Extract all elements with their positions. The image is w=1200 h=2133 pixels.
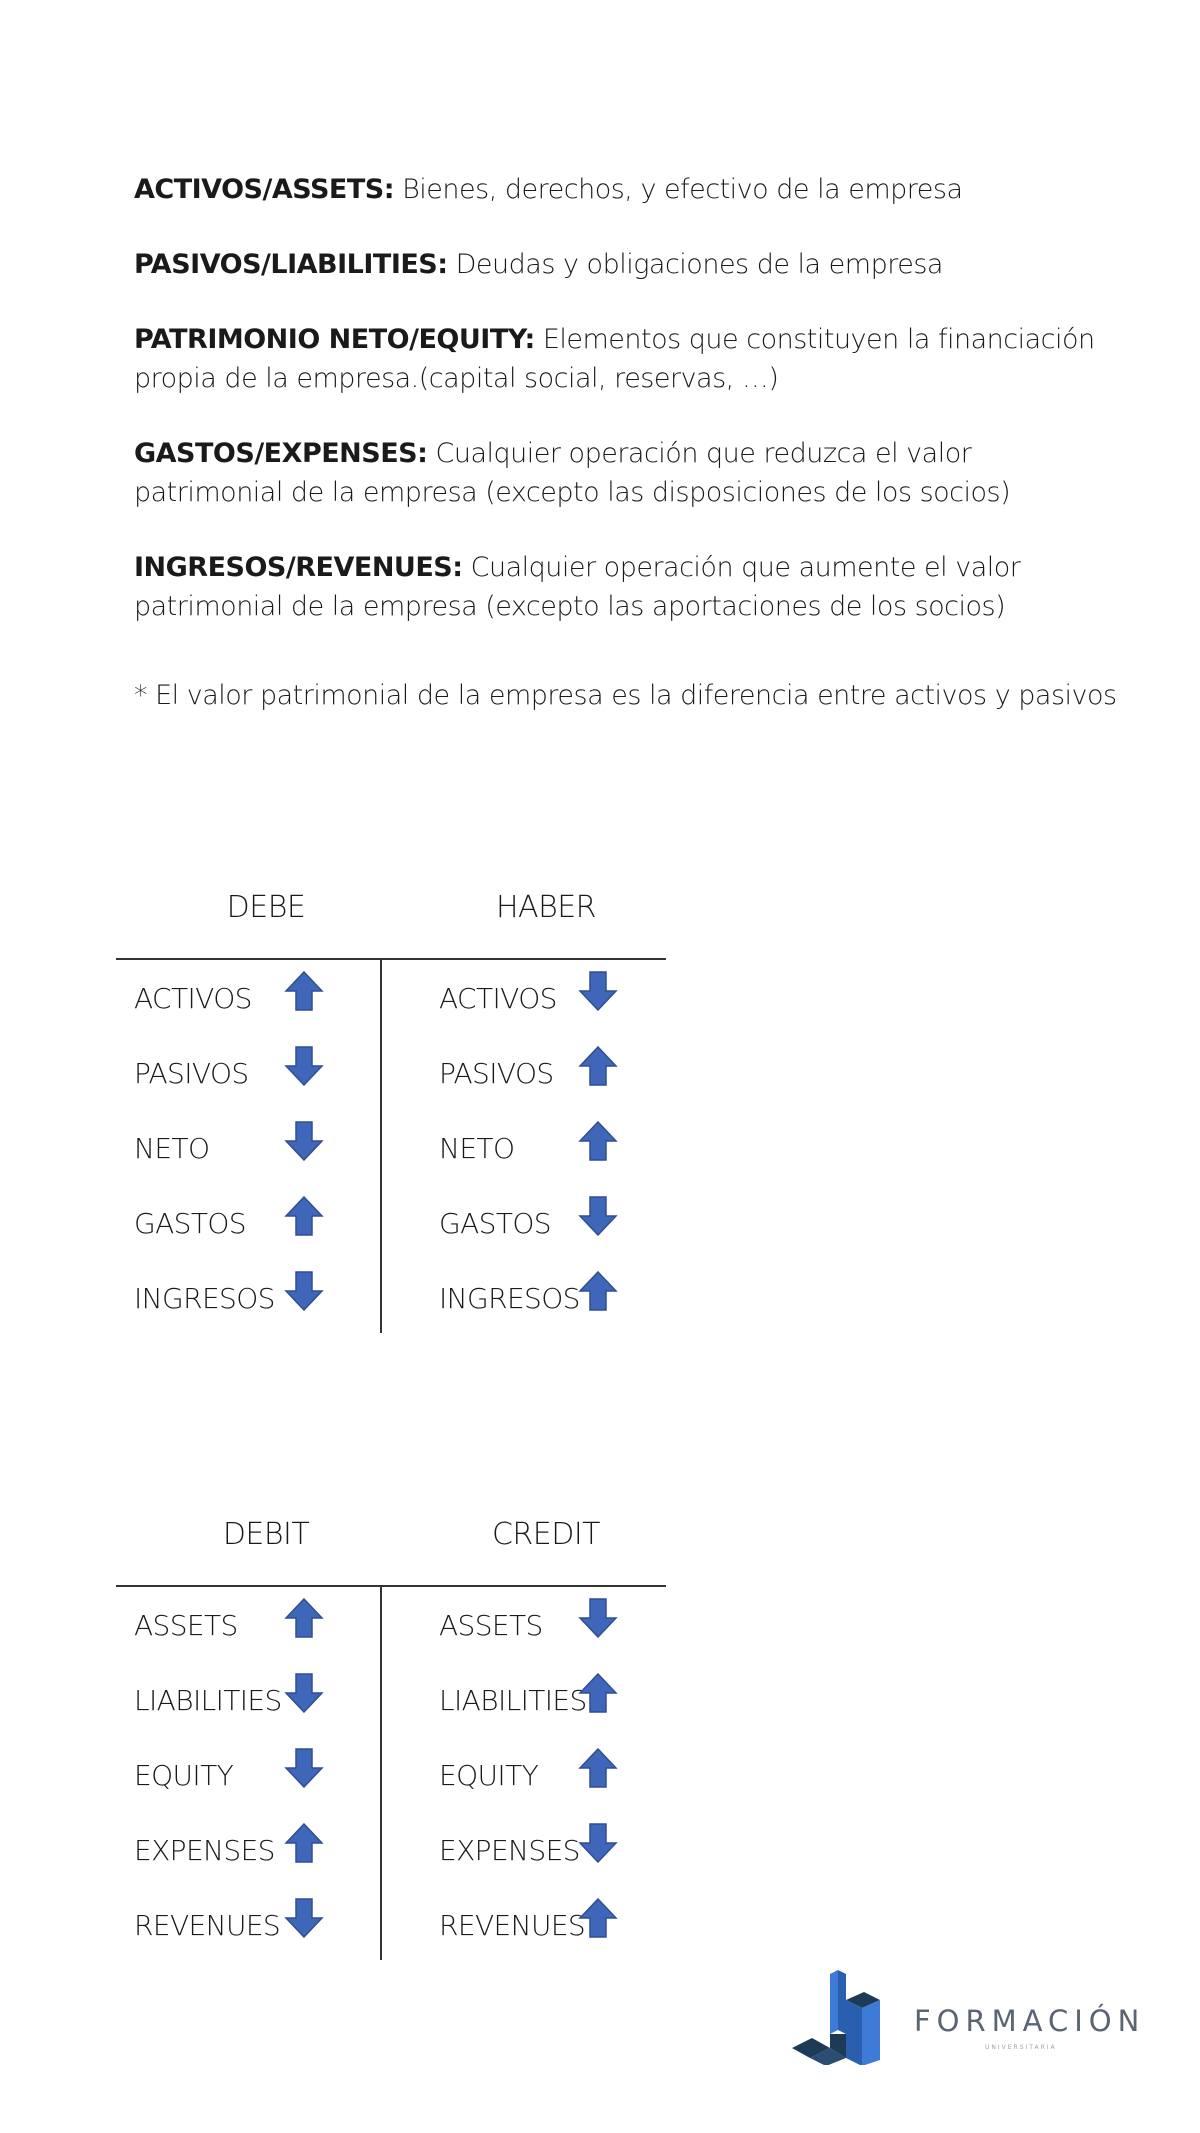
left-row-label: PASIVOS — [134, 1057, 249, 1090]
right-row-label: ACTIVOS — [439, 982, 557, 1015]
right-row-label: LIABILITIES — [439, 1684, 587, 1717]
table-row — [116, 1814, 666, 1889]
arrow-up-icon — [284, 1822, 324, 1864]
left-row-label: EXPENSES — [134, 1834, 275, 1867]
left-row-label: EQUITY — [134, 1759, 234, 1792]
right-row-label: INGRESOS — [439, 1282, 580, 1315]
definition-text: Elementos que constituyen la financiación propia de la empresa.(capital social, reservas, …) — [134, 324, 1095, 394]
left-row-label: INGRESOS — [134, 1282, 275, 1315]
left-row-label: LIABILITIES — [134, 1684, 282, 1717]
left-row-label: NETO — [134, 1132, 210, 1165]
right-row-label: EQUITY — [439, 1759, 539, 1792]
arrow-down-icon — [284, 1897, 324, 1939]
arrow-up-icon — [578, 1120, 618, 1162]
arrow-up-icon — [578, 1045, 618, 1087]
left-column-header: DEBE — [226, 890, 306, 925]
arrow-up-icon — [578, 1897, 618, 1939]
arrow-down-icon — [284, 1270, 324, 1312]
table-row — [116, 1037, 666, 1112]
arrow-up-icon — [578, 1270, 618, 1312]
arrow-up-icon — [284, 970, 324, 1012]
right-row-label: ASSETS — [439, 1609, 543, 1642]
definition-text: Cualquier operación que reduzca el valor patrimonial de la empresa (excepto las disposiciones de los socios) — [134, 438, 1011, 508]
definition-term: GASTOS/EXPENSES: — [134, 438, 428, 469]
right-row-label: GASTOS — [439, 1207, 551, 1240]
footnote: * El valor patrimonial de la empresa es la diferencia entre activos y pasivos — [134, 680, 1117, 711]
right-row-label: EXPENSES — [439, 1834, 580, 1867]
right-column-header: CREDIT — [491, 1517, 601, 1552]
definition-text: Deudas y obligaciones de la empresa — [447, 249, 943, 280]
table-header — [116, 870, 666, 960]
arrow-down-icon — [578, 970, 618, 1012]
arrow-down-icon — [284, 1747, 324, 1789]
definition-term: PASIVOS/LIABILITIES: — [134, 249, 448, 280]
arrow-up-icon — [284, 1597, 324, 1639]
arrow-down-icon — [578, 1597, 618, 1639]
arrow-up-icon — [578, 1747, 618, 1789]
logo-mark-icon — [792, 1970, 880, 2065]
table-row — [116, 1262, 666, 1337]
definition-ingresos — [134, 548, 1114, 626]
t-account-spanish — [116, 870, 666, 1337]
arrow-down-icon — [284, 1045, 324, 1087]
definition-term: ACTIVOS/ASSETS: — [134, 174, 395, 205]
definition-pasivos — [134, 245, 1114, 284]
left-row-label: ACTIVOS — [134, 982, 252, 1015]
definition-text: Cualquier operación que aumente el valor patrimonial de la empresa (excepto las aportaciones de los socios) — [134, 552, 1021, 622]
table-row — [116, 1589, 666, 1664]
arrow-up-icon — [578, 1672, 618, 1714]
table-row — [116, 1664, 666, 1739]
arrow-down-icon — [284, 1120, 324, 1162]
table-row — [116, 1889, 666, 1964]
arrow-down-icon — [284, 1672, 324, 1714]
right-row-label: NETO — [439, 1132, 515, 1165]
left-row-label: REVENUES — [134, 1909, 281, 1942]
left-column-header: DEBIT — [222, 1517, 310, 1552]
definitions-section — [134, 170, 1114, 662]
table-row — [116, 1112, 666, 1187]
logo-subtitle: UNIVERSITARIA — [985, 2044, 1057, 2051]
table-row — [116, 962, 666, 1037]
right-row-label: REVENUES — [439, 1909, 586, 1942]
definition-term: PATRIMONIO NETO/EQUITY: — [134, 324, 535, 355]
definition-gastos — [134, 434, 1114, 512]
arrow-down-icon — [578, 1195, 618, 1237]
definition-text: Bienes, derechos, y efectivo de la empresa — [394, 174, 963, 205]
arrow-down-icon — [578, 1822, 618, 1864]
table-row — [116, 1739, 666, 1814]
definition-term: INGRESOS/REVENUES: — [134, 552, 463, 583]
t-account-english — [116, 1497, 666, 1964]
left-row-label: ASSETS — [134, 1609, 238, 1642]
left-row-label: GASTOS — [134, 1207, 246, 1240]
table-header — [116, 1497, 666, 1587]
right-row-label: PASIVOS — [439, 1057, 554, 1090]
logo-name: FORMACIÓN — [914, 2004, 1146, 2038]
arrow-up-icon — [284, 1195, 324, 1237]
right-column-header: HABER — [495, 890, 597, 925]
definition-activos — [134, 170, 1114, 209]
table-row — [116, 1187, 666, 1262]
definition-patrimonio — [134, 320, 1114, 398]
